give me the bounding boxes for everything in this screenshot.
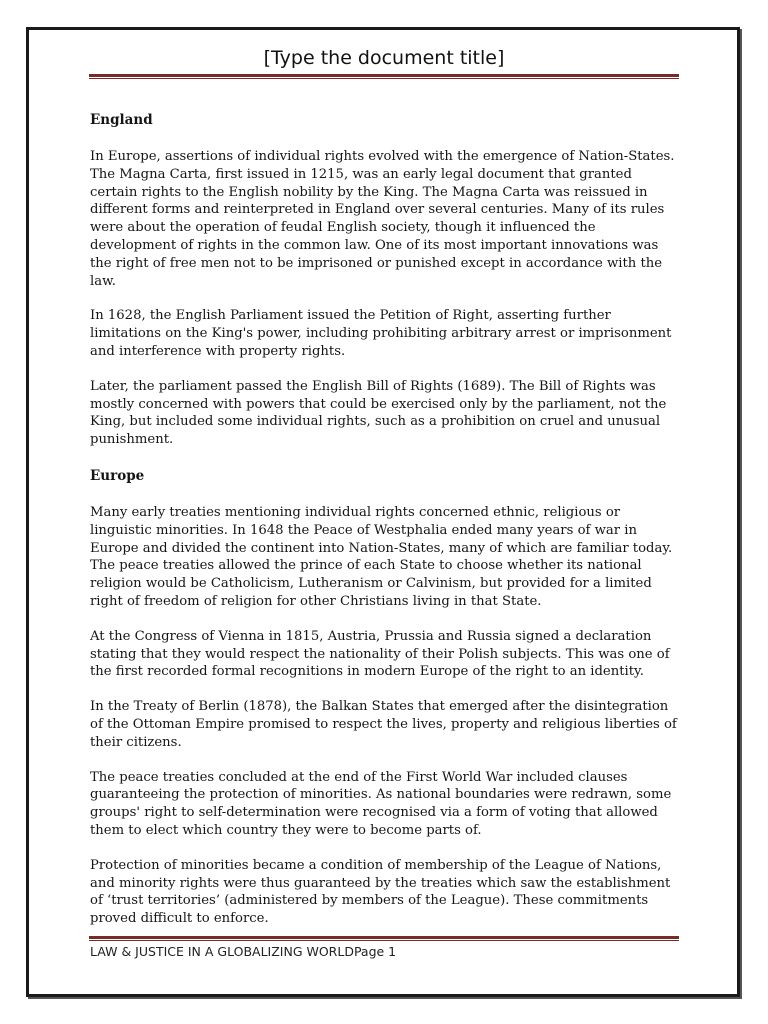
paragraph: Protection of minorities became a condition of membership of the League of Nations, and minority rights were thus guaranteed by the treaties which saw the establishment of ‘trust territories’ (administered by members of the League). These commitments proved difficult to enforce. bbox=[90, 857, 671, 927]
paragraph: In Europe, assertions of individual rights evolved with the emergence of Nation-States. The Magna Carta, first issued in 1215, was an early legal document that granted certain rights to the English nobility by the King. The Magna Carta was reissued in different forms and reinterpreted in England over several centuries. Many of its rules were about the operation of feudal English society, though it influenced the development of rights in the common law. One of its most important innovations was the right of free men not to be imprisoned or punished except in accordance with the law. bbox=[90, 149, 675, 289]
document-body bbox=[90, 110, 680, 945]
header-rule bbox=[89, 74, 679, 79]
paragraph: The peace treaties concluded at the end of the First World War included clauses guaranteeing the protection of minorities. As national boundaries were redrawn, some groups' right to self-determination were recognised via a form of voting that allowed them to elect which country they were to become parts of. bbox=[90, 769, 672, 838]
section-heading-europe: Europe bbox=[90, 467, 145, 484]
paragraph: Later, the parliament passed the English Bill of Rights (1689). The Bill of Rights was mostly concerned with powers that could be exercised only by the parliament, not the King, but included some individual rights, such as a prohibition on cruel and unusual punishment. bbox=[90, 378, 667, 448]
document-title[interactable]: [Type the document title] bbox=[263, 47, 505, 69]
paragraph: In 1628, the English Parliament issued the Petition of Right, asserting further limitations on the King's power, including prohibiting arbitrary arrest or imprisonment and interference with property rights. bbox=[90, 308, 672, 359]
section-heading-england: England bbox=[90, 112, 153, 128]
footer-rule bbox=[89, 936, 679, 941]
paragraph: At the Congress of Vienna in 1815, Austria, Prussia and Russia signed a declaration stating that they would respect the nationality of their Polish subjects. This was one of the first recorded formal recognitions in modern Europe of the right to an identity. bbox=[90, 628, 670, 680]
paragraph: In the Treaty of Berlin (1878), the Balkan States that emerged after the disintegration of the Ottoman Empire promised to respect the lives, property and religious liberties of their citizens. bbox=[90, 699, 677, 750]
paragraph: Many early treaties mentioning individual rights concerned ethnic, religious or linguistic minorities. In 1648 the Peace of Westphalia ended many years of war in Europe and divided the continent into Nation-States, many of which are familiar today. The peace treaties allowed the prince of each State to choose whether its national religion would be Catholicism, Lutheranism or Calvinism, but provided for a limited right of freedom of religion for other Christians living in that State. bbox=[90, 504, 673, 609]
page-footer[interactable]: LAW & JUSTICE IN A GLOBALIZING WORLDPage 1 bbox=[90, 944, 397, 959]
